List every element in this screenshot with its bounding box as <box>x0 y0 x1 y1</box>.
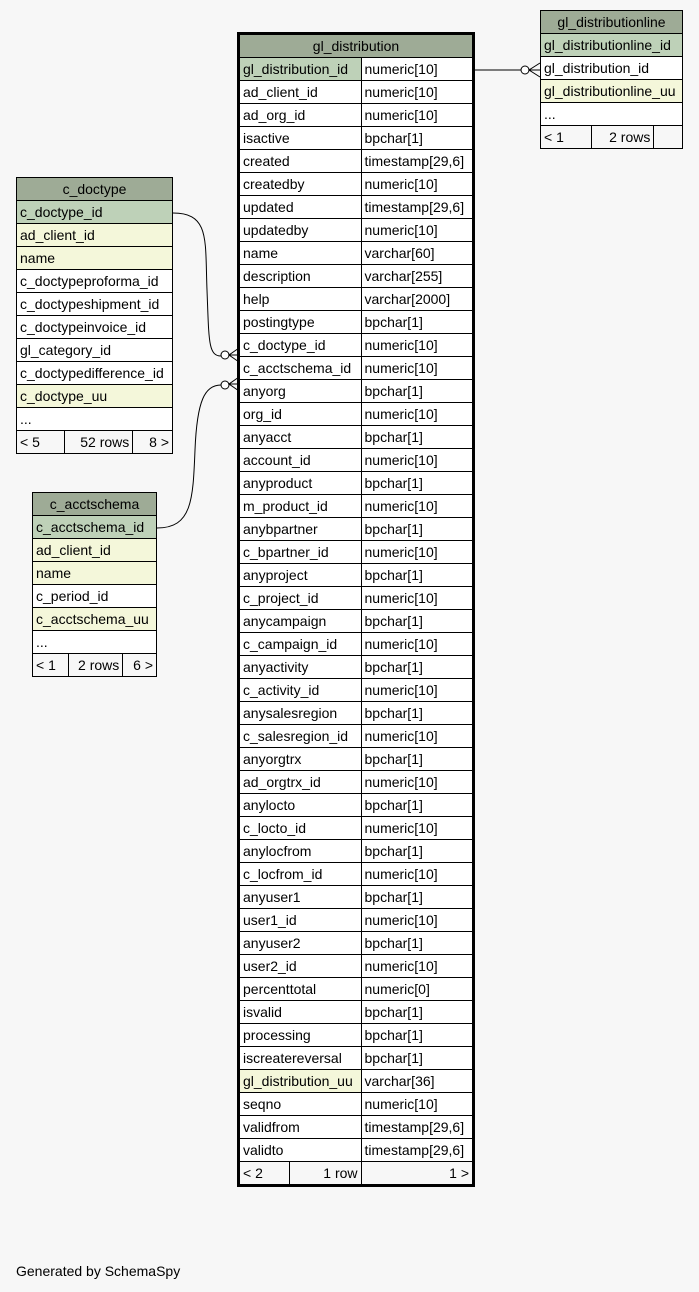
column-name[interactable]: c_locto_id <box>240 817 362 840</box>
table-row <box>17 339 173 362</box>
table-title[interactable]: gl_distributionline <box>541 11 683 34</box>
table-row <box>17 385 173 408</box>
table-row <box>240 656 473 679</box>
row-count: 52 rows <box>64 431 133 454</box>
column-name[interactable]: user1_id <box>240 909 362 932</box>
table-row <box>240 150 473 173</box>
column-type: numeric[10] <box>361 725 473 748</box>
table-row <box>240 702 473 725</box>
column-name[interactable]: c_acctschema_id <box>33 516 157 539</box>
column-type: timestamp[29,6] <box>361 196 473 219</box>
column-name[interactable]: c_salesregion_id <box>240 725 362 748</box>
column-type: numeric[10] <box>361 587 473 610</box>
table-row <box>240 288 473 311</box>
column-name[interactable]: c_period_id <box>33 585 157 608</box>
table-row <box>240 426 473 449</box>
column-name[interactable]: anysalesregion <box>240 702 362 725</box>
column-name[interactable]: c_doctypeshipment_id <box>17 293 173 316</box>
table-row <box>240 817 473 840</box>
table-row <box>240 196 473 219</box>
table-title[interactable]: c_acctschema <box>33 493 157 516</box>
column-type: bpchar[1] <box>361 702 473 725</box>
table-row <box>17 362 173 385</box>
table-row <box>240 610 473 633</box>
table-c-doctype[interactable] <box>16 177 173 454</box>
table-row <box>240 863 473 886</box>
column-type: varchar[60] <box>361 242 473 265</box>
table-row <box>240 794 473 817</box>
column-type: timestamp[29,6] <box>361 150 473 173</box>
column-name[interactable]: ... <box>17 408 173 431</box>
column-type: bpchar[1] <box>361 1047 473 1070</box>
column-type: numeric[10] <box>361 633 473 656</box>
column-type: numeric[10] <box>361 173 473 196</box>
column-name[interactable]: c_doctypeinvoice_id <box>17 316 173 339</box>
table-row <box>541 57 683 80</box>
column-name[interactable]: name <box>17 247 173 270</box>
column-name[interactable]: c_doctype_uu <box>17 385 173 408</box>
column-name[interactable]: ... <box>33 631 157 654</box>
table-row <box>240 1116 473 1139</box>
column-name[interactable]: validto <box>240 1139 362 1162</box>
table-row <box>17 247 173 270</box>
column-name[interactable]: anyuser2 <box>240 932 362 955</box>
link-circle-doctype <box>221 351 229 359</box>
column-type: bpchar[1] <box>361 656 473 679</box>
column-name[interactable]: updatedby <box>240 219 362 242</box>
parents-count[interactable]: < 2 <box>240 1162 290 1184</box>
column-type: bpchar[1] <box>361 886 473 909</box>
column-name[interactable]: anylocto <box>240 794 362 817</box>
table-gl-distributionline[interactable] <box>540 10 683 149</box>
footer-left <box>240 1162 362 1185</box>
link-doctype <box>173 213 221 356</box>
column-type: numeric[10] <box>361 357 473 380</box>
column-name[interactable]: name <box>33 562 157 585</box>
column-name[interactable]: validfrom <box>240 1116 362 1139</box>
table-row <box>240 587 473 610</box>
column-type: numeric[10] <box>361 1093 473 1116</box>
column-type: bpchar[1] <box>361 610 473 633</box>
column-name[interactable]: c_activity_id <box>240 679 362 702</box>
column-type: numeric[0] <box>361 978 473 1001</box>
link-circle-acctschema <box>221 381 229 389</box>
column-name[interactable]: anyorgtrx <box>240 748 362 771</box>
column-name[interactable]: ad_client_id <box>33 539 157 562</box>
column-type: numeric[10] <box>361 403 473 426</box>
column-name[interactable]: ad_org_id <box>240 104 362 127</box>
column-name[interactable]: anyproject <box>240 564 362 587</box>
row-count: 1 row <box>323 1165 358 1181</box>
column-type: bpchar[1] <box>361 472 473 495</box>
table-row <box>240 909 473 932</box>
table-row <box>240 633 473 656</box>
column-name[interactable]: help <box>240 288 362 311</box>
table-title[interactable]: gl_distribution <box>240 35 473 58</box>
table-row <box>33 631 157 654</box>
table-row <box>240 219 473 242</box>
column-name[interactable]: anyorg <box>240 380 362 403</box>
column-type: numeric[10] <box>361 449 473 472</box>
table-row <box>240 1024 473 1047</box>
column-name[interactable]: c_locfrom_id <box>240 863 362 886</box>
column-type: bpchar[1] <box>361 1024 473 1047</box>
link-crowfoot-doctype <box>229 348 239 362</box>
table-row <box>240 771 473 794</box>
column-name[interactable]: seqno <box>240 1093 362 1116</box>
table-row <box>240 955 473 978</box>
table-c-acctschema[interactable] <box>32 492 157 677</box>
table-row <box>33 608 157 631</box>
column-name[interactable]: name <box>240 242 362 265</box>
column-name[interactable]: org_id <box>240 403 362 426</box>
table-row <box>541 34 683 57</box>
column-name[interactable]: c_campaign_id <box>240 633 362 656</box>
column-type: numeric[10] <box>361 219 473 242</box>
table-row <box>17 224 173 247</box>
column-type: numeric[10] <box>361 334 473 357</box>
column-name[interactable]: c_doctypedifference_id <box>17 362 173 385</box>
table-row <box>240 1139 473 1162</box>
table-row <box>240 886 473 909</box>
column-type: bpchar[1] <box>361 840 473 863</box>
column-name[interactable]: c_doctypeproforma_id <box>17 270 173 293</box>
table-row <box>240 173 473 196</box>
column-name[interactable]: gl_distribution_uu <box>240 1070 362 1093</box>
table-row <box>240 679 473 702</box>
column-name[interactable]: ad_client_id <box>17 224 173 247</box>
table-row <box>240 311 473 334</box>
column-name[interactable]: ad_client_id <box>240 81 362 104</box>
parents-count[interactable]: < 5 <box>17 431 65 454</box>
column-type: bpchar[1] <box>361 518 473 541</box>
column-name[interactable]: c_doctype_id <box>17 201 173 224</box>
column-name[interactable]: anycampaign <box>240 610 362 633</box>
table-row <box>240 242 473 265</box>
column-type: bpchar[1] <box>361 748 473 771</box>
table-row <box>240 541 473 564</box>
table-row <box>240 127 473 150</box>
column-name[interactable]: anyuser1 <box>240 886 362 909</box>
link-circle-distributionline <box>521 66 529 74</box>
children-count[interactable]: 1 > <box>361 1162 473 1185</box>
table-row <box>33 539 157 562</box>
column-name[interactable]: c_acctschema_uu <box>33 608 157 631</box>
column-name[interactable]: createdby <box>240 173 362 196</box>
table-row <box>240 840 473 863</box>
children-count[interactable] <box>654 126 683 149</box>
table-row <box>240 58 473 81</box>
table-row <box>240 265 473 288</box>
table-row <box>240 334 473 357</box>
table-row <box>240 564 473 587</box>
table-row <box>240 1070 473 1093</box>
column-name[interactable]: gl_distributionline_uu <box>541 80 683 103</box>
table-row <box>240 380 473 403</box>
column-type: bpchar[1] <box>361 380 473 403</box>
column-type: bpchar[1] <box>361 127 473 150</box>
column-type: bpchar[1] <box>361 426 473 449</box>
column-name[interactable]: c_bpartner_id <box>240 541 362 564</box>
table-row <box>240 1047 473 1070</box>
column-name[interactable]: c_doctype_id <box>240 334 362 357</box>
column-type: numeric[10] <box>361 909 473 932</box>
column-name[interactable]: account_id <box>240 449 362 472</box>
column-name[interactable]: anyproduct <box>240 472 362 495</box>
table-row <box>240 1093 473 1116</box>
column-name[interactable]: updated <box>240 196 362 219</box>
table-row <box>240 81 473 104</box>
column-type: timestamp[29,6] <box>361 1116 473 1139</box>
table-row <box>33 562 157 585</box>
column-name[interactable]: description <box>240 265 362 288</box>
column-name[interactable]: processing <box>240 1024 362 1047</box>
column-name[interactable]: created <box>240 150 362 173</box>
column-name[interactable]: c_project_id <box>240 587 362 610</box>
column-type: numeric[10] <box>361 541 473 564</box>
table-row <box>240 403 473 426</box>
table-row <box>17 408 173 431</box>
column-name[interactable]: anybpartner <box>240 518 362 541</box>
parents-count[interactable]: < 1 <box>541 126 592 149</box>
column-name[interactable]: ... <box>541 103 683 126</box>
table-row <box>240 472 473 495</box>
column-type: varchar[2000] <box>361 288 473 311</box>
table-row <box>240 1001 473 1024</box>
table-row <box>240 748 473 771</box>
column-name[interactable]: anyactivity <box>240 656 362 679</box>
column-name[interactable]: gl_distributionline_id <box>541 34 683 57</box>
column-name[interactable]: gl_distribution_id <box>541 57 683 80</box>
table-row <box>240 978 473 1001</box>
parents-count[interactable]: < 1 <box>33 654 69 677</box>
table-row <box>541 103 683 126</box>
row-count: 2 rows <box>591 126 654 149</box>
table-row <box>240 518 473 541</box>
column-name[interactable]: percenttotal <box>240 978 362 1001</box>
table-row <box>17 270 173 293</box>
table-row <box>17 316 173 339</box>
column-type: numeric[10] <box>361 679 473 702</box>
column-type: bpchar[1] <box>361 564 473 587</box>
column-type: numeric[10] <box>361 81 473 104</box>
column-name[interactable]: ad_orgtrx_id <box>240 771 362 794</box>
column-type: numeric[10] <box>361 495 473 518</box>
table-title[interactable]: c_doctype <box>17 178 173 201</box>
column-name[interactable]: iscreatereversal <box>240 1047 362 1070</box>
table-gl-distribution[interactable] <box>239 34 473 1185</box>
column-type: timestamp[29,6] <box>361 1139 473 1162</box>
column-type: bpchar[1] <box>361 794 473 817</box>
column-type: numeric[10] <box>361 955 473 978</box>
column-name[interactable]: c_acctschema_id <box>240 357 362 380</box>
table-row <box>240 104 473 127</box>
column-type: numeric[10] <box>361 771 473 794</box>
column-name[interactable]: isvalid <box>240 1001 362 1024</box>
column-type: numeric[10] <box>361 58 473 81</box>
column-type: varchar[36] <box>361 1070 473 1093</box>
table-row <box>17 293 173 316</box>
table-row <box>240 495 473 518</box>
table-row <box>33 585 157 608</box>
table-row <box>240 932 473 955</box>
generated-by-note: Generated by SchemaSpy <box>16 1263 181 1279</box>
children-count[interactable]: 6 > <box>123 654 157 677</box>
table-row <box>240 725 473 748</box>
column-type: varchar[255] <box>361 265 473 288</box>
column-name[interactable]: anyacct <box>240 426 362 449</box>
table-row <box>541 80 683 103</box>
column-name[interactable]: user2_id <box>240 955 362 978</box>
column-type: bpchar[1] <box>361 1001 473 1024</box>
column-type: numeric[10] <box>361 104 473 127</box>
table-row <box>17 201 173 224</box>
column-type: bpchar[1] <box>361 932 473 955</box>
table-row <box>240 449 473 472</box>
column-name[interactable]: isactive <box>240 127 362 150</box>
column-name[interactable]: postingtype <box>240 311 362 334</box>
link-crowfoot-acctschema <box>229 377 239 391</box>
column-name[interactable]: anylocfrom <box>240 840 362 863</box>
column-name[interactable]: m_product_id <box>240 495 362 518</box>
link-crowfoot-distributionline <box>529 63 540 77</box>
row-count: 2 rows <box>68 654 123 677</box>
table-row <box>240 357 473 380</box>
column-name[interactable]: gl_category_id <box>17 339 173 362</box>
column-type: numeric[10] <box>361 817 473 840</box>
children-count[interactable]: 8 > <box>133 431 173 454</box>
table-row <box>33 516 157 539</box>
column-type: bpchar[1] <box>361 311 473 334</box>
column-type: numeric[10] <box>361 863 473 886</box>
column-name[interactable]: gl_distribution_id <box>240 58 362 81</box>
